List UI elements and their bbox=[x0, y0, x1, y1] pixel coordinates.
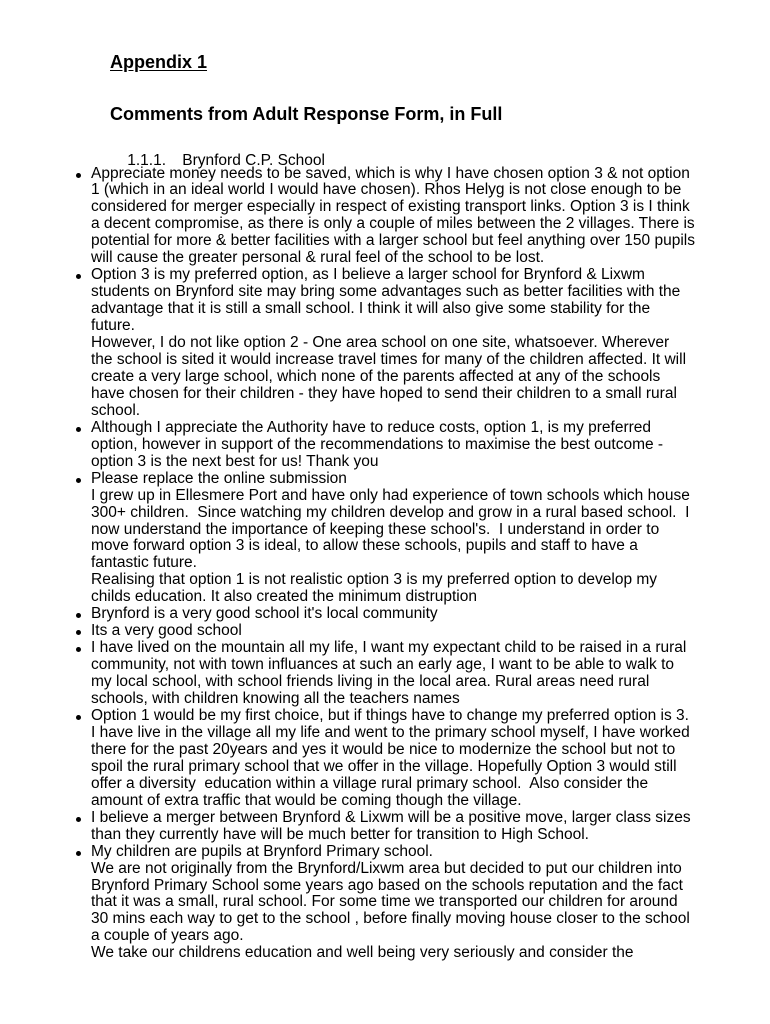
comment-line: schools, with children knowing all the teachers names bbox=[91, 690, 460, 708]
bullet-icon bbox=[76, 427, 81, 432]
comments-list bbox=[0, 166, 770, 963]
comment-line: option 3 is the next best for us! Thank you bbox=[91, 452, 379, 470]
comment-line: My children are pupils at Brynford Primary school. bbox=[91, 842, 433, 860]
comment-line: I grew up in Ellesmere Port and have only had experience of town schools which house bbox=[91, 486, 690, 504]
subsection-name: Brynford C.P. School bbox=[182, 152, 325, 169]
bullet-icon bbox=[76, 715, 81, 720]
comment-line: option, however in support of the recommendations to maximise the best outcome - bbox=[91, 435, 664, 453]
comment-line: future. bbox=[91, 317, 135, 335]
comment-line: Option 1 would be my first choice, but if things have to change my preferred option is 3. bbox=[91, 707, 689, 724]
section-heading: Comments from Adult Response Form, in Full bbox=[110, 104, 503, 124]
comment-line: We take our childrens education and well being very seriously and consider the bbox=[91, 944, 634, 962]
comment-line: Although I appreciate the Authority have to reduce costs, option 1, is my preferred bbox=[91, 418, 652, 436]
comment-line: considered for merger especially in respect of existing transport links. Option 3 is I think bbox=[91, 198, 690, 216]
comment-line: move forward option 3 is ideal, to allow these schools, pupils and staff to have a bbox=[91, 537, 638, 555]
comment-item bbox=[0, 623, 770, 640]
comment-line: students on Brynford site may bring some advantages such as better facilities with the bbox=[91, 283, 681, 301]
comment-line: We are not originally from the Brynford/Lixwm area but decided to put our children into bbox=[91, 859, 682, 877]
bullet-icon bbox=[76, 630, 81, 635]
comment-line: spoil the rural primary school that we offer in the village. Hopefully Option 3 would still bbox=[91, 757, 677, 775]
comment-line: a decent compromise, as there is only a couple of miles between the 2 villages. There is bbox=[91, 215, 695, 233]
comment-line: a couple of years ago. bbox=[91, 927, 244, 945]
comment-line: Brynford is a very good school it's local community bbox=[91, 605, 438, 623]
comment-line: offer a diversity education within a village rural primary school. Also consider the bbox=[91, 774, 649, 792]
comment-line: I have lived on the mountain all my life, I want my expectant child to be raised in a rural bbox=[91, 639, 687, 657]
comment-line: Brynford Primary School some years ago based on the schools reputation and the fact bbox=[91, 876, 683, 894]
bullet-icon bbox=[76, 647, 81, 652]
bullet-icon bbox=[76, 173, 81, 178]
comment-item bbox=[0, 420, 770, 471]
bullet-icon bbox=[76, 478, 81, 483]
comment-item bbox=[0, 267, 770, 420]
comment-line: 1 (which in an ideal world I would have chosen). Rhos Helyg is not close enough to be bbox=[91, 181, 682, 199]
comment-item bbox=[0, 708, 770, 810]
comment-line: the school is sited it would increase travel times for many of the children affected. It will bbox=[91, 350, 687, 368]
comment-item bbox=[0, 640, 770, 708]
comment-line: Its a very good school bbox=[91, 622, 242, 640]
comment-line: childs education. It also created the minimum distruption bbox=[91, 588, 477, 606]
comment-line: now understand the importance of keeping these school's. I understand in order to bbox=[91, 520, 660, 538]
comment-line: my local school, with school friends living in the local area. Rural areas need rural bbox=[91, 673, 650, 691]
bullet-icon bbox=[76, 817, 81, 822]
comment-line: school. bbox=[91, 401, 141, 419]
bullet-icon bbox=[76, 851, 81, 856]
bullet-icon bbox=[76, 613, 81, 618]
comment-line: Realising that option 1 is not realistic option 3 is my preferred option to develop my bbox=[91, 571, 658, 589]
comment-line: will cause the greater personal & rural feel of the school to be lost. bbox=[91, 249, 545, 267]
comment-line: create a very large school, which none of the parents affected at any of the schools bbox=[91, 367, 661, 385]
comment-line: I believe a merger between Brynford & Lixwm will be a positive move, larger class sizes bbox=[91, 808, 691, 826]
comment-item bbox=[0, 810, 770, 844]
comment-line: potential for more & better facilities with a larger school but feel anything over 150 pupils bbox=[91, 232, 695, 250]
bullet-icon bbox=[76, 274, 81, 279]
comment-line: Option 3 is my preferred option, as I believe a larger school for Brynford & Lixwm bbox=[91, 266, 645, 284]
comment-line: fantastic future. bbox=[91, 554, 197, 572]
subsection-number: 1.1.1. bbox=[127, 152, 167, 169]
comment-line: amount of extra traffic that would be coming though the village. bbox=[91, 791, 522, 809]
comment-item bbox=[0, 166, 770, 268]
comment-item bbox=[0, 471, 770, 607]
comment-item bbox=[0, 606, 770, 623]
comment-line: there for the past 20years and yes it would be nice to modernize the school but not to bbox=[91, 740, 676, 758]
comment-line: community, not with town influances at such an early age, I want to be able to walk to bbox=[91, 656, 674, 674]
page-title: Appendix 1 bbox=[110, 52, 208, 72]
comment-line: I have live in the village all my life and went to the primary school myself, I have worked bbox=[91, 723, 690, 741]
comment-line: However, I do not like option 2 - One area school on one site, whatsoever. Wherever bbox=[91, 334, 670, 352]
comment-line: Please replace the online submission bbox=[91, 469, 347, 487]
comment-line: than they currently have will be much better for transition to High School. bbox=[91, 825, 589, 843]
comment-line: 30 mins each way to get to the school , before finally moving house closer to the school bbox=[91, 910, 690, 928]
comment-line: advantage that it is still a small school. I think it will also give some stability for the bbox=[91, 300, 651, 318]
comment-line: 300+ children. Since watching my children develop and grow in a rural based school. I bbox=[91, 503, 690, 521]
comment-line: that it was a small, rural school. For some time we transported our children for around bbox=[91, 893, 678, 911]
comment-line: have chosen for their children - they have hoped to send their children to a small rural bbox=[91, 384, 677, 402]
comment-line: Appreciate money needs to be saved, which is why I have chosen option 3 & not option bbox=[91, 164, 690, 182]
comment-item bbox=[0, 844, 770, 963]
